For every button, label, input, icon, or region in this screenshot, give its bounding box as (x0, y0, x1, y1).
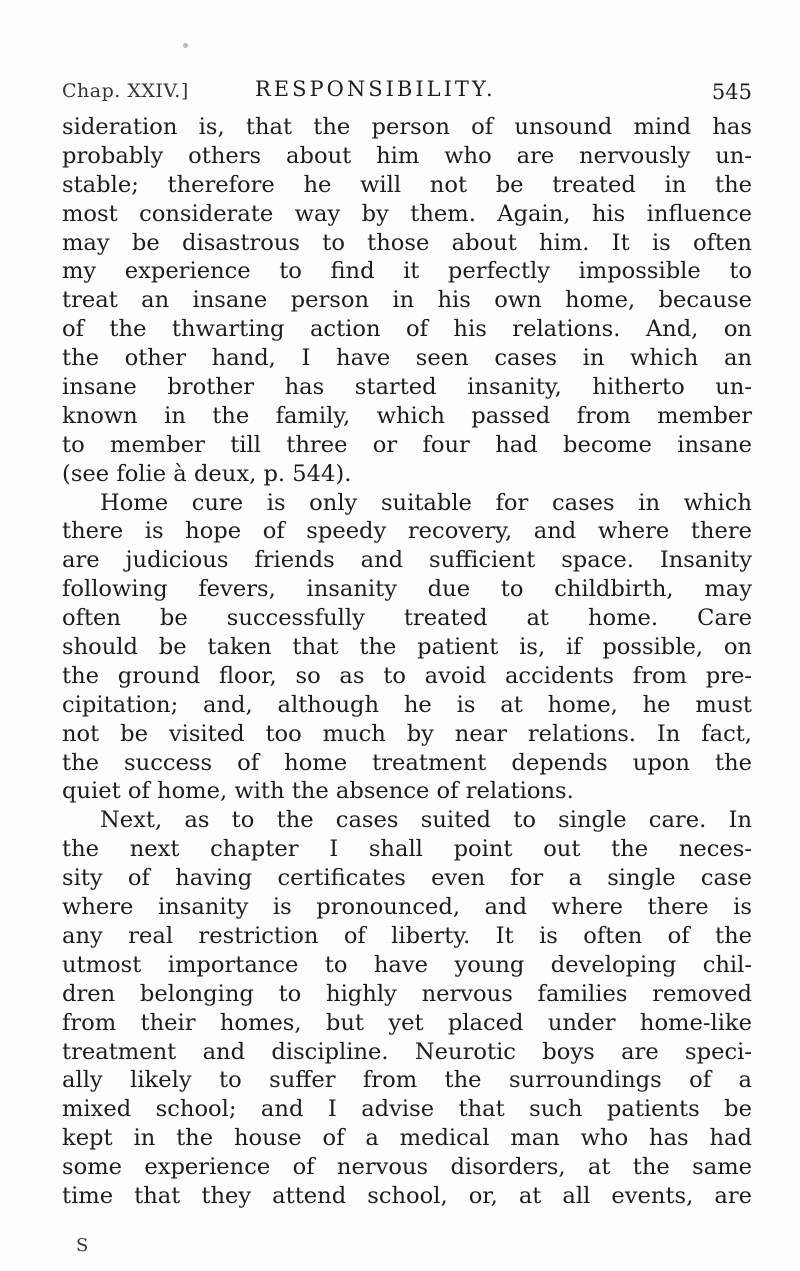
text-line: quiet of home, with the absence of relations. (62, 778, 574, 805)
text-line: of the thwarting action of his relations. And, on (62, 316, 752, 343)
text-line: often be successfully treated at home. Care (62, 605, 752, 632)
running-title: RESPONSIBILITY. (255, 77, 496, 101)
text-line: probably others about him who are nervously un- (62, 142, 752, 169)
text-line: following fevers, insanity due to childbirth, may (62, 576, 752, 603)
text-line: the ground floor, so as to avoid accidents from pre- (62, 662, 752, 689)
text-line: any real restriction of liberty. It is often of the (62, 922, 752, 949)
text-line: are judicious friends and sufficient space. Insanity (62, 547, 752, 574)
text-line: should be taken that the patient is, if possible, on (62, 634, 752, 661)
running-head (60, 74, 752, 104)
text-line: there is hope of speedy recovery, and where there (62, 518, 752, 545)
text-line: to member till three or four had become insane (62, 431, 752, 458)
text-line: insane brother has started insanity, hitherto un- (62, 374, 752, 401)
text-line: my experience to find it perfectly impossible to (62, 258, 752, 285)
signature-mark: S (76, 1235, 89, 1256)
text-line: known in the family, which passed from member (62, 402, 752, 429)
text-line: time that they attend school, or, at all events, are (62, 1182, 752, 1209)
ink-speck (183, 43, 188, 48)
text-line: dren belonging to highly nervous families removed (62, 980, 752, 1007)
text-line: sideration is, that the person of unsound mind has (62, 114, 752, 140)
text-line: utmost importance to have young developing chil- (62, 951, 752, 978)
text-line: (see folie à deux, p. 544). (62, 460, 352, 487)
text-line: most considerate way by them. Again, his influence (62, 200, 752, 227)
text-line: some experience of nervous disorders, at the same (62, 1154, 752, 1181)
text-line: treatment and discipline. Neurotic boys are speci- (62, 1038, 752, 1065)
text-line: the next chapter I shall point out the neces- (62, 836, 752, 863)
text-line: cipitation; and, although he is at home, he must (62, 691, 752, 718)
text-line: treat an insane person in his own home, because (62, 287, 752, 314)
text-line: stable; therefore he will not be treated in the (62, 171, 752, 198)
text-line: not be visited too much by near relations. In fact, (62, 720, 752, 747)
text-line: may be disastrous to those about him. It is often (62, 229, 752, 256)
text-line: the success of home treatment depends upon the (62, 749, 752, 776)
body-text (62, 113, 752, 1211)
text-line: sity of having certificates even for a single case (62, 865, 752, 892)
text-line: mixed school; and I advise that such patients be (62, 1096, 752, 1123)
text-line: ally likely to suffer from the surroundings of a (62, 1067, 752, 1094)
text-line: from their homes, but yet placed under home-like (62, 1009, 752, 1036)
text-line: kept in the house of a medical man who has had (62, 1125, 752, 1152)
text-line: where insanity is pronounced, and where there is (62, 894, 752, 921)
text-line: Home cure is only suitable for cases in which (100, 489, 752, 516)
chapter-reference: Chap. XXIV.] (62, 80, 189, 102)
page-number: 545 (711, 80, 752, 104)
text-line: the other hand, I have seen cases in which an (62, 345, 752, 372)
text-line: Next, as to the cases suited to single care. In (100, 807, 752, 834)
